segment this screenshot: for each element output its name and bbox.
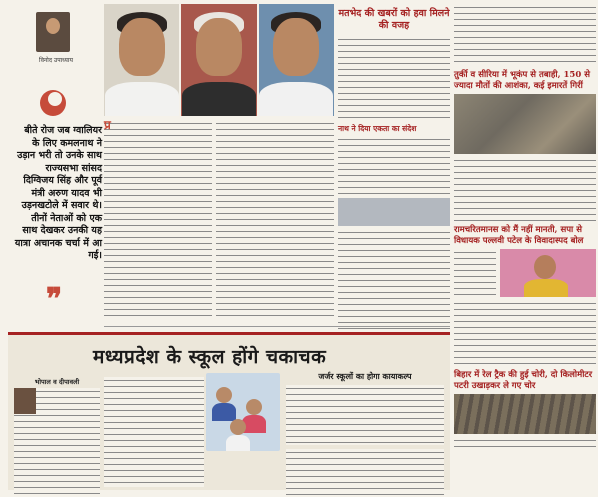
mla-intro	[454, 249, 496, 297]
mla-photo	[500, 249, 596, 297]
feature-col1-photo	[14, 388, 36, 414]
photo-arun-yadav	[259, 4, 334, 116]
quake-headline: तुर्की व सीरिया में भूकंप से तबाही, 150 से ज्यादा मौतों की आशंका, कई इमारतें गिरीं	[454, 70, 590, 91]
quote-swirl-icon	[40, 90, 66, 116]
feature-col3-body	[286, 385, 444, 445]
sidebar-body-3	[338, 229, 450, 337]
feature-col3-body-2	[286, 449, 444, 497]
feature-col1	[14, 377, 100, 496]
pull-quote: बीते रोज जब ग्वालियर के लिए कमलनाथ ने उड़ान भरी तो उनके साथ राज्यसभा सांसद दिग्विजय सिंह और पूर्व मंत्री अरुण यादव भी उड़नखटोले में सवार थे। तीनों नेताओं को एक साथ देखकर उनकी यह यात्रा अचानक चर्चा में आ गई।	[14, 125, 102, 261]
lead-photos	[104, 4, 334, 116]
feature-col3	[286, 371, 444, 497]
quake-body	[454, 157, 596, 221]
photo-kamal-nath	[104, 4, 179, 116]
sidebar-headline: मतभेद की खबरों को हवा मिलने की वजह	[338, 8, 450, 31]
author-photo	[36, 12, 70, 52]
section-divider	[104, 326, 450, 327]
train-headline: बिहार में रेल ट्रैक की हुई चोरी, दो किलोमीटर पटरी उखाड़कर ले गए चोर	[454, 370, 593, 391]
feature-col2-body	[104, 377, 204, 487]
quote-mark-icon: ❞	[46, 282, 63, 317]
feature-col3-head: जर्जर स्कूलों का होगा कायाकल्प	[318, 371, 412, 381]
feature-title: मध्यप्रदेश के स्कूल होंगे चकाचक	[93, 346, 327, 368]
train-body	[454, 437, 596, 451]
lead-story-body-col1	[104, 120, 212, 320]
sidebar-subhead: नाथ ने दिया एकता का संदेश	[338, 124, 417, 133]
mla-body	[454, 300, 596, 366]
classroom-photo	[206, 373, 280, 451]
sidebar-photo	[338, 198, 450, 226]
photo-digvijaya-singh	[181, 4, 256, 116]
feature-col1-head: भोपाल व दीपावली	[34, 378, 80, 386]
sidebar-story	[338, 4, 450, 337]
sidebar-body-2	[338, 136, 450, 196]
right-body-1	[454, 4, 596, 66]
author-byline	[6, 8, 100, 68]
feature-box	[8, 332, 450, 490]
train-track-photo	[454, 394, 596, 434]
drop-cap: प्र	[104, 118, 111, 132]
author-name: विनोद उपाध्याय	[39, 57, 73, 64]
right-news-column	[454, 4, 596, 451]
mla-headline: रामचरितमानस को मैं नहीं मानती, सपा से विधायक पल्लवी पटेल के विवादास्पद बोल	[454, 225, 584, 246]
mla-story	[454, 249, 596, 297]
quake-photo	[454, 94, 596, 154]
sidebar-body-1	[338, 36, 450, 120]
lead-story-body-col2	[216, 120, 334, 320]
